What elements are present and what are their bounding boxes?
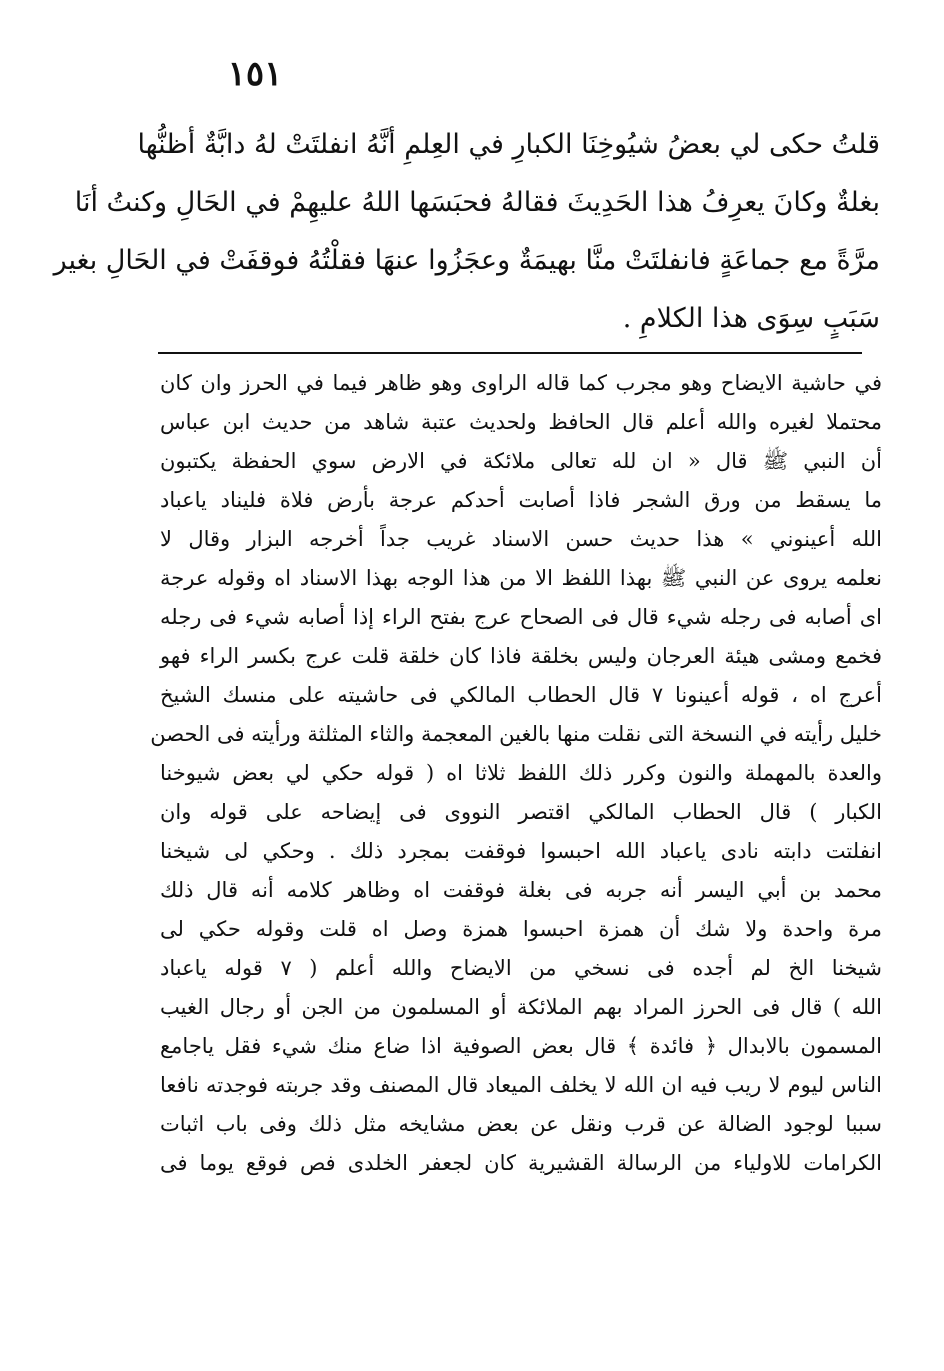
footnote-line: سببا لوجود الضالة عن قرب ونقل عن بعض مشايخه مثل ذلك وفى باب اثبات — [160, 1112, 883, 1136]
footnote-line: ما يسقط من ورق الشجر فاذا أصابت أحدكم عرجة بأرض فلاة فليناد ياعباد — [160, 488, 882, 512]
footnote-line: الكرامات للاولياء من الرسالة القشيرية كان لجعفر الخلدى فص فوقع يوما فى — [160, 1151, 882, 1175]
footnote-line: نعلمه يروى عن النبي ﷺ بهذا اللفظ الا من هذا الوجه بهذا الاسناد اه وقوله عرجة — [160, 566, 882, 590]
footnote-line: الله ) قال فى الحرز المراد بهم الملائكة أو المسلمون من الجن أو رجال الغيب — [160, 995, 882, 1019]
footnote-line: اى أصابه فى رجله شيء قال فى الصحاح عرج بفتح الراء إذا أصابه شيء فى رجله — [160, 605, 882, 629]
footnote-line: انفلتت دابته نادى ياعباد الله احبسوا فوقفت بمجرد ذلك . وحكي لى شيخنا — [160, 839, 882, 863]
main-text-block — [53, 116, 880, 348]
footnote-line: مرة واحدة ولا شك أن همزة احبسوا همزة وصل اه قلت وقوله حكي لى — [160, 917, 882, 941]
footnote-line: فخمع ومشى هيئة العرجان وليس بخلقة فاذا كان خلقة قلت عرج بكسر الراء فهو — [160, 644, 882, 668]
main-text-line: بغلةٌ وكانَ يعرِفُ هذا الحَدِيثَ فقالهُ فحبَسَها اللهُ عليهِمْ في الحَالِ وكنتُ أنَا — [74, 187, 880, 218]
footnote-line: شيخنا الخ لم أجده فى نسخي من الايضاح والله أعلم ( ٧ قوله ياعباد — [160, 956, 882, 980]
footnote-line: الكبار ) قال الحطاب المالكي اقتصر النووى فى إيضاحه على قوله وان — [160, 800, 882, 824]
footnote-block — [150, 364, 883, 1183]
footnote-separator-rule — [158, 352, 862, 354]
footnote-line: أن النبي ﷺ قال « ان لله تعالى ملائكة في الارض سوي الحفظة يكتبون — [160, 449, 882, 473]
footnote-line: والعدة بالمهملة والنون وكرر ذلك اللفظ ثلاثا اه ( قوله حكي لي بعض شيوخنا — [160, 761, 882, 785]
footnote-line: خليل رأيته في النسخة التى نقلت منها بالغين المعجمة والثاء المثلثة ورأيته فى الحصن — [150, 722, 882, 746]
footnote-line: محمد بن أبي اليسر أنه جربه فى بغلة فوقفت اه وظاهر كلامه أنه قال ذلك — [160, 878, 882, 902]
main-text-line: مرَّةً مع جماعَةٍ فانفلتَتْ منَّا بهيمَةٌ وعجَزُوا عنهَا فقلْتُهُ فوقفَتْ في الحَالِ بغير — [53, 245, 880, 276]
footnote-line: في حاشية الايضاح وهو مجرب كما قاله الراوى وهو ظاهر فيما في الحرز وان كان — [160, 371, 882, 395]
page-number: ١٥١ — [227, 54, 283, 94]
footnote-line: أعرج اه ، قوله أعينونا ٧ قال الحطاب المالكي فى حاشيته على منسك الشيخ — [160, 683, 882, 707]
footnote-line: الله أعينوني » هذا حديث حسن الاسناد غريب جداً أخرجه البزار وقال لا — [160, 527, 882, 551]
footnote-line: محتملا لغيره والله أعلم قال الحافظ ولحديث عتبة شاهد من حديث ابن عباس — [160, 410, 882, 434]
main-text-line: سَبَبٍ سِوَى هذا الكلامِ . — [622, 303, 880, 334]
main-text-line: قلتُ حكى لي بعضُ شيُوخِنَا الكبارِ في العِلمِ أنَّهُ انفلتَتْ لهُ دابَّةٌ أظنُّها — [137, 129, 880, 160]
footnote-line: الناس ليوم لا ريب فيه ان الله لا يخلف الميعاد قال المصنف وقد جربته فوجدته نافعا — [160, 1073, 882, 1097]
footnote-line: المسمون بالابدال ﴿ فائدة ﴾ قال بعض الصوفية اذا ضاع منك شيء فقل ياجامع — [160, 1034, 882, 1058]
